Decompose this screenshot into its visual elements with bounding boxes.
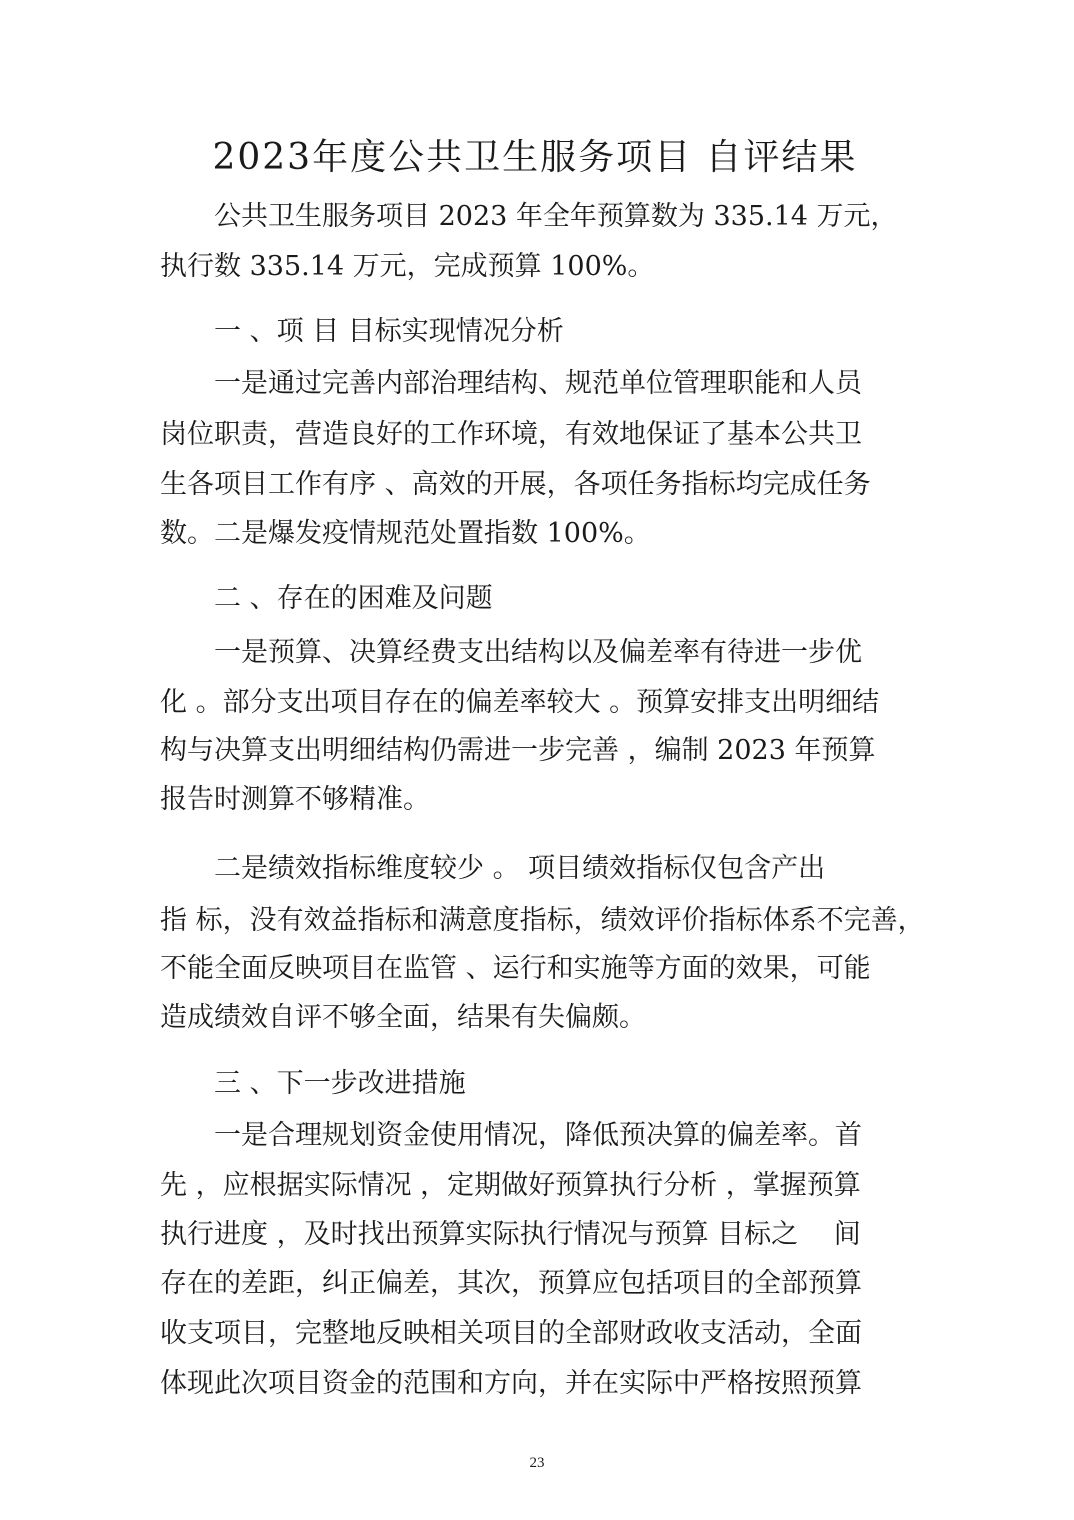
- text-line: 一是预算、决算经费支出结构以及偏差率有待进一步优: [214, 637, 862, 668]
- text-line: 生各项目工作有序 、高效的开展，各项任务指标均完成任务: [160, 469, 871, 500]
- text-line: 不能全面反映项目在监管 、运行和实施等方面的效果，可能: [160, 953, 871, 984]
- text-line: 造成绩效自评不够全面，结果有失偏颇。: [160, 1002, 646, 1033]
- text-line: 执行数 335.14 万元，完成预算 100%。: [160, 251, 655, 282]
- text-line: 报告时测算不够精准。: [160, 784, 430, 815]
- section-heading: 二 、存在的困难及问题: [214, 583, 493, 614]
- section-heading: 一 、项 目 目标实现情况分析: [214, 316, 564, 347]
- text-line: 执行进度 ，及时找出预算实际执行情况与预算 目标之 间: [160, 1219, 861, 1250]
- text-line: 二是绩效指标维度较少 。 项目绩效指标仅包含产出: [214, 853, 826, 884]
- page-number: 23: [529, 1455, 545, 1471]
- text-line: 一是合理规划资金使用情况，降低预决算的偏差率。首: [214, 1120, 862, 1151]
- document-title: 2023年度公共卫生服务项目 自评结果: [212, 137, 858, 178]
- text-line: 先 ，应根据实际情况 ，定期做好预算执行分析 ，掌握预算: [160, 1170, 861, 1201]
- text-line: 数。二是爆发疫情规范处置指数 100%。: [160, 518, 651, 549]
- text-line: 化 。部分支出项目存在的偏差率较大 。预算安排支出明细结: [160, 687, 880, 718]
- text-line: 存在的差距，纠正偏差，其次，预算应包括项目的全部预算: [160, 1268, 862, 1299]
- text-line: 体现此次项目资金的范围和方向，并在实际中严格按照预算: [160, 1368, 862, 1399]
- text-line: 构与决算支出明细结构仍需进一步完善 ，编制 2023 年预算: [160, 735, 876, 766]
- section-heading: 三 、下一步改进措施: [214, 1068, 466, 1099]
- text-line: 收支项目，完整地反映相关项目的全部财政收支活动，全面: [160, 1318, 862, 1349]
- text-line: 岗位职责，营造良好的工作环境，有效地保证了基本公共卫: [160, 419, 862, 450]
- text-line: 公共卫生服务项目 2023 年全年预算数为 335.14 万元，: [214, 201, 898, 232]
- text-line: 一是通过完善内部治理结构、规范单位管理职能和人员: [214, 368, 862, 399]
- text-line: 指 标，没有效益指标和满意度指标，绩效评价指标体系不完善，: [160, 905, 925, 936]
